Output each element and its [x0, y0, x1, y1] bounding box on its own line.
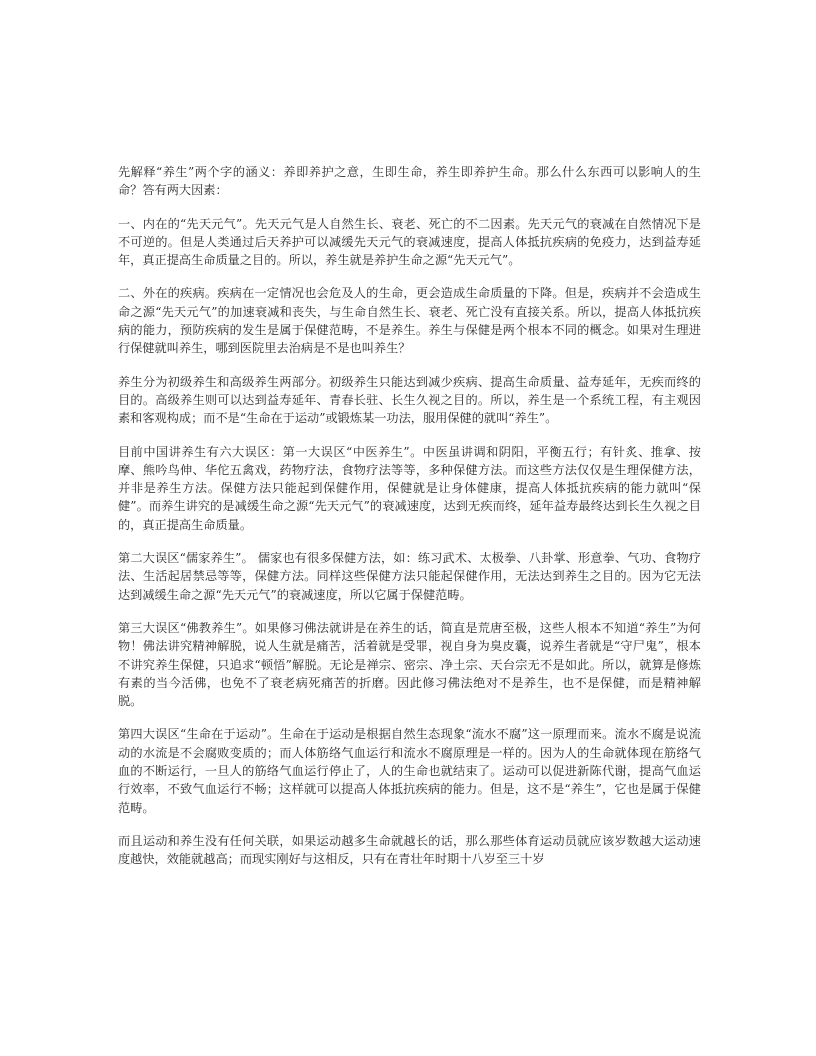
paragraph: 第三大误区“佛教养生”。如果修习佛法就讲是在养生的话，简直是荒唐至极，这些人根本不知道“养生”为何物！佛法讲究精神解脱，说人生就是痛苦，活着就是受罪，视自身为臭皮囊，说养生者就是“守尸鬼”，根本不讲究养生保健，只追求“顿悟”解脱。无论是禅宗、密宗、净土宗、天台宗无不是如此。所以，就算是修炼有素的当今活佛，也免不了衰老病死痛苦的折磨。因此修习佛法绝对不是养生，也不是保健，而是精神解脱。	[118, 620, 701, 709]
paragraph: 第四大误区“生命在于运动”。生命在于运动是根据自然生态现象“流水不腐”这一原理而来。流水不腐是说流动的水流是不会腐败变质的；而人体筋络气血运行和流水不腐原理是一样的。因为人的生命就体现在筋络气血的不断运行，一旦人的筋络气血运行停止了，人的生命也就结束了。运动可以促进新陈代谢，提高气血运行效率，不致气血运行不畅；这样就可以提高人体抵抗疾病的能力。但是，这不是“养生”，它也是属于保健范畴。	[118, 727, 701, 815]
document-body	[118, 163, 701, 869]
paragraph: 第二大误区“儒家养生”。 儒家也有很多保健方法，如：练习武术、太极拳、八卦掌、形意拳、气功、食物疗法、生活起居禁忌等等，保健方法。同样这些保健方法只能起保健作用，无法达到养生之目的。因为它无法达到减缓生命之源“先天元气”的衰减速度，所以它属于保健范畴。	[118, 551, 701, 602]
paragraph: 养生分为初级养生和高级养生两部分。初级养生只能达到减少疾病、提高生命质量、益寿延年，无疾而终的目的。高级养生则可以达到益寿延年、青春长驻、长生久视之目的。所以，养生是一个系统工程，有主观因素和客观构成；而不是“生命在于运动”或锻炼某一功法，服用保健的就叫“养生”。	[118, 374, 701, 426]
paragraph: 一、内在的“先天元气”。先天元气是人自然生长、衰老、死亡的不二因素。先天元气的衰减在自然情况下是不可逆的。但是人类通过后天养护可以减缓先天元气的衰减速度，提高人体抵抗疾病的免疫力，达到益寿延年，真正提高生命质量之目的。所以，养生就是养护生命之源“先天元气”。	[118, 216, 701, 268]
paragraph: 而且运动和养生没有任何关联，如果运动越多生命就越长的话，那么那些体育运动员就应该岁数越大运动速度越快，效能就越高；而现实刚好与这相反，只有在青壮年时期十八岁至三十岁	[118, 833, 701, 867]
paragraph: 二、外在的疾病。疾病在一定情况也会危及人的生命，更会造成生命质量的下降。但是，疾病并不会造成生命之源“先天元气”的加速衰减和丧失，与生命自然生长、衰老、死亡没有直接关系。所以，提高人体抵抗疾病的能力，预防疾病的发生是属于保健范畴，不是养生。养生与保健是两个根本不同的概念。如果对生理进行保健就叫养生，哪到医院里去治病是不是也叫养生？	[118, 286, 701, 356]
paragraph: 目前中国讲养生有六大误区：第一大误区“中医养生”。中医虽讲调和阴阳，平衡五行；有针炙、推拿、按摩、熊吟鸟伸、华佗五禽戏，药物疗法，食物疗法等等，多种保健方法。而这些方法仅仅是生理保健方法，并非是养生方法。保健方法只能起到保健作用，保健就是让身体健康，提高人体抵抗疾病的能力就叫“保健”。而养生讲究的是减缓生命之源“先天元气”的衰减速度，达到无疾而终，延年益寿最终达到长生久视之目的，真正提高生命质量。	[118, 444, 701, 532]
paragraph: 先解释“养生”两个字的涵义：养即养护之意，生即生命，养生即养护生命。那么什么东西可以影响人的生命？答有两大因素：	[118, 165, 701, 198]
